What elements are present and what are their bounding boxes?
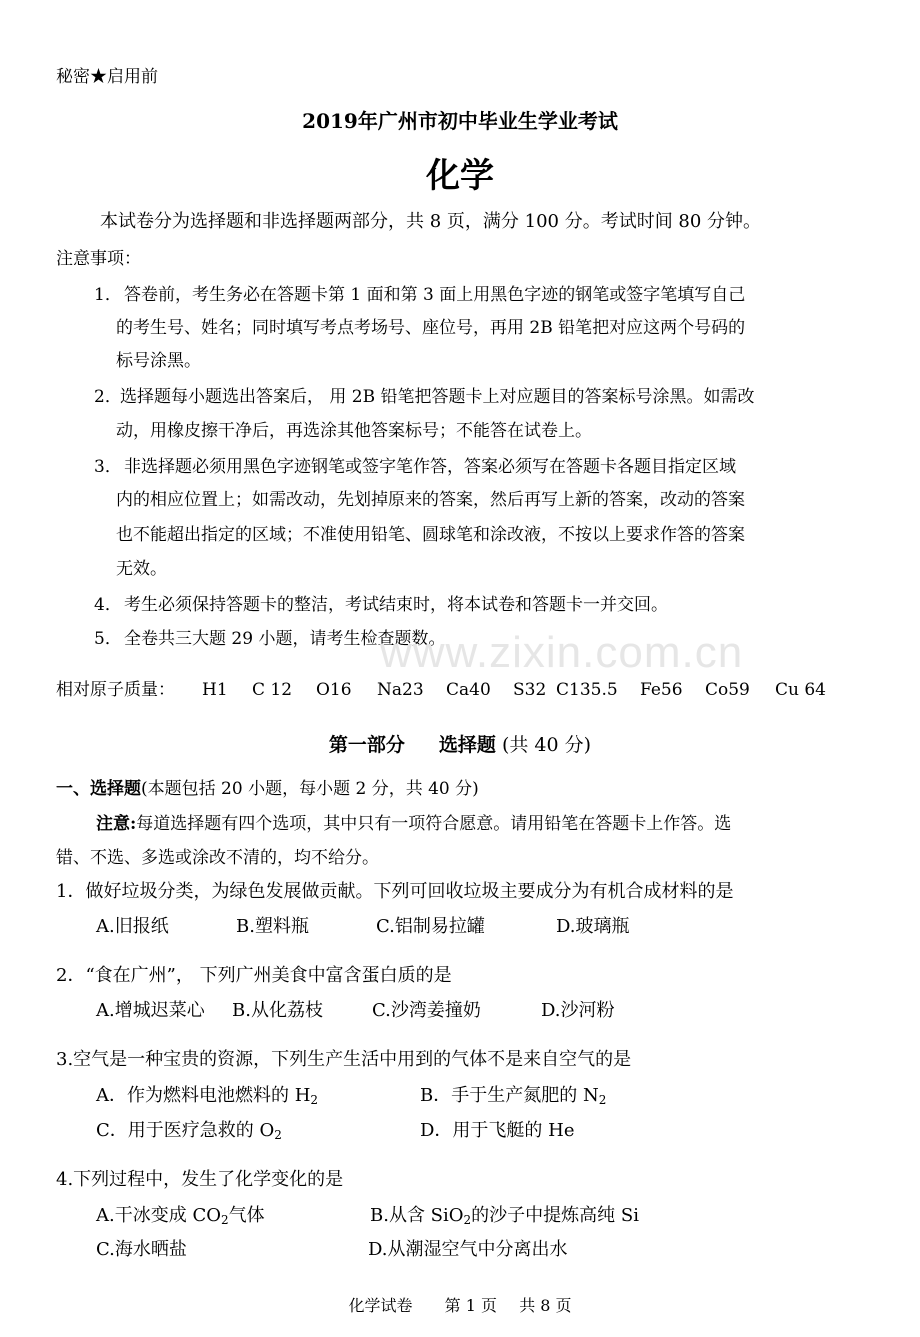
option-c: C.沙湾姜撞奶 — [372, 1000, 481, 1021]
question-stem: 4.下列过程中，发生了化学变化的是 — [56, 1169, 344, 1190]
section-heading — [56, 779, 479, 799]
note-number: 5． — [94, 629, 122, 649]
subscript: 2 — [463, 1213, 472, 1227]
note-number: 2． — [94, 387, 122, 407]
part-name: 选择题 — [438, 734, 496, 756]
subscript: 2 — [310, 1093, 319, 1107]
subscript: 2 — [220, 1213, 229, 1227]
option-text: A.干冰变成 CO — [96, 1205, 221, 1226]
option-d: D．用于飞艇的 He — [420, 1120, 575, 1141]
part-label: 第一部分 — [328, 734, 405, 756]
footer-page: 第 1 页 — [444, 1296, 497, 1315]
section-desc: (本题包括 20 小题，每小题 2 分，共 40 分) — [141, 779, 479, 799]
option-text: B.从含 SiO — [370, 1205, 464, 1226]
atomic-mass-label: 相对原子质量： — [56, 680, 175, 700]
note-line: 的考生号、姓名；同时填写考点考场号、座位号，再用 2B 铅笔把对应这两个号码的 — [116, 318, 746, 338]
note-number: 3． — [94, 457, 122, 477]
note-line: 选择题每小题选出答案后， 用 2B 铅笔把答题卡上对应题目的答案标号涂黑。如需改 — [120, 387, 755, 407]
watermark: www.zixin.com.cn — [380, 628, 744, 677]
note-line: 全卷共三大题 29 小题，请考生检查题数。 — [124, 629, 446, 649]
atomic-mass-value: Cu 64 — [775, 680, 826, 700]
option-b — [370, 1206, 639, 1230]
notes-heading: 注意事项： — [56, 249, 141, 269]
option-b: B.塑料瓶 — [236, 916, 309, 937]
atomic-mass-value: C 12 — [252, 680, 293, 700]
option-c — [96, 1121, 282, 1145]
option-c: C.铝制易拉罐 — [376, 916, 485, 937]
note-number: 1． — [94, 285, 122, 305]
option-a — [96, 1206, 265, 1230]
intro-text: 本试卷分为选择题和非选择题两部分，共 8 页，满分 100 分。考试时间 80 分钟。 — [100, 211, 762, 232]
note-line: 无效。 — [116, 559, 167, 579]
option-b: B.从化荔枝 — [232, 1000, 323, 1021]
option-text: B．手于生产氮肥的 N — [420, 1085, 599, 1106]
note-line: 非选择题必须用黑色字迹钢笔或签字笔作答，答案必须写在答题卡各题目指定区域 — [124, 457, 736, 477]
section-note-label: 注意: — [96, 814, 137, 834]
option-c: C.海水晒盐 — [96, 1239, 187, 1260]
option-b — [420, 1086, 606, 1110]
question-stem: 3.空气是一种宝贵的资源，下列生产生活中用到的气体不是来自空气的是 — [56, 1049, 632, 1070]
question-stem: 1．做好垃圾分类，为绿色发展做贡献。下列可回收垃圾主要成分为有机合成材料的是 — [56, 881, 734, 902]
option-text: A．作为燃料电池燃料的 H — [96, 1085, 311, 1106]
option-text: 的沙子中提炼高纯 Si — [471, 1205, 639, 1226]
section-note — [96, 814, 731, 834]
option-d: D.从潮湿空气中分离出水 — [368, 1239, 568, 1260]
section-note-text: 每道选择题有四个选项，其中只有一项符合愿意。请用铅笔在答题卡上作答。选 — [136, 814, 732, 834]
note-line: 标号涂黑。 — [116, 351, 201, 371]
section-label: 一、选择题 — [56, 779, 141, 799]
note-line: 内的相应位置上；如需改动，先划掉原来的答案，然后再写上新的答案，改动的答案 — [116, 490, 745, 510]
option-text: 气体 — [228, 1205, 265, 1226]
part-score: (共 40 分) — [501, 734, 592, 756]
subject-title: 化学 — [426, 156, 494, 196]
note-number: 4． — [94, 595, 122, 615]
atomic-mass-value: O16 — [316, 680, 352, 700]
subscript: 2 — [598, 1093, 607, 1107]
part-title — [0, 730, 920, 757]
option-a: A.增城迟菜心 — [96, 1000, 205, 1021]
exam-title: 2019年广州市初中毕业生学业考试 — [302, 109, 618, 133]
option-d: D.玻璃瓶 — [556, 916, 630, 937]
option-text: C．用于医疗急救的 O — [96, 1120, 275, 1141]
confidential-mark: 秘密★启用前 — [56, 67, 158, 87]
option-a: A.旧报纸 — [96, 916, 169, 937]
atomic-mass-value: Co59 — [705, 680, 750, 700]
footer-total: 共 8 页 — [519, 1296, 572, 1315]
footer-subject: 化学试卷 — [348, 1296, 413, 1315]
atomic-mass-value: Na23 — [377, 680, 424, 700]
note-line: 也不能超出指定的区域；不准使用铅笔、圆球笔和涂改液，不按以上要求作答的答案 — [116, 525, 745, 545]
atomic-mass-value: C135.5 — [556, 680, 618, 700]
atomic-mass-value: Fe56 — [640, 680, 683, 700]
subscript: 2 — [274, 1128, 282, 1142]
page-footer — [0, 1293, 920, 1316]
question-stem: 2．“食在广州”， 下列广州美食中富含蛋白质的是 — [56, 965, 452, 986]
note-line: 动，用橡皮擦干净后，再选涂其他答案标号；不能答在试卷上。 — [116, 421, 592, 441]
atomic-mass-value: Ca40 — [446, 680, 491, 700]
section-note-line: 错、不选、多选或涂改不清的，均不给分。 — [56, 848, 379, 868]
atomic-mass-value: H1 — [202, 680, 228, 700]
option-a — [96, 1086, 318, 1110]
note-line: 答卷前，考生务必在答题卡第 1 面和第 3 面上用黑色字迹的钢笔或签字笔填写自己 — [124, 285, 746, 305]
atomic-mass-value: S32 — [513, 680, 547, 700]
option-d: D.沙河粉 — [541, 1000, 615, 1021]
note-line: 考生必须保持答题卡的整洁，考试结束时，将本试卷和答题卡一并交回。 — [124, 595, 668, 615]
